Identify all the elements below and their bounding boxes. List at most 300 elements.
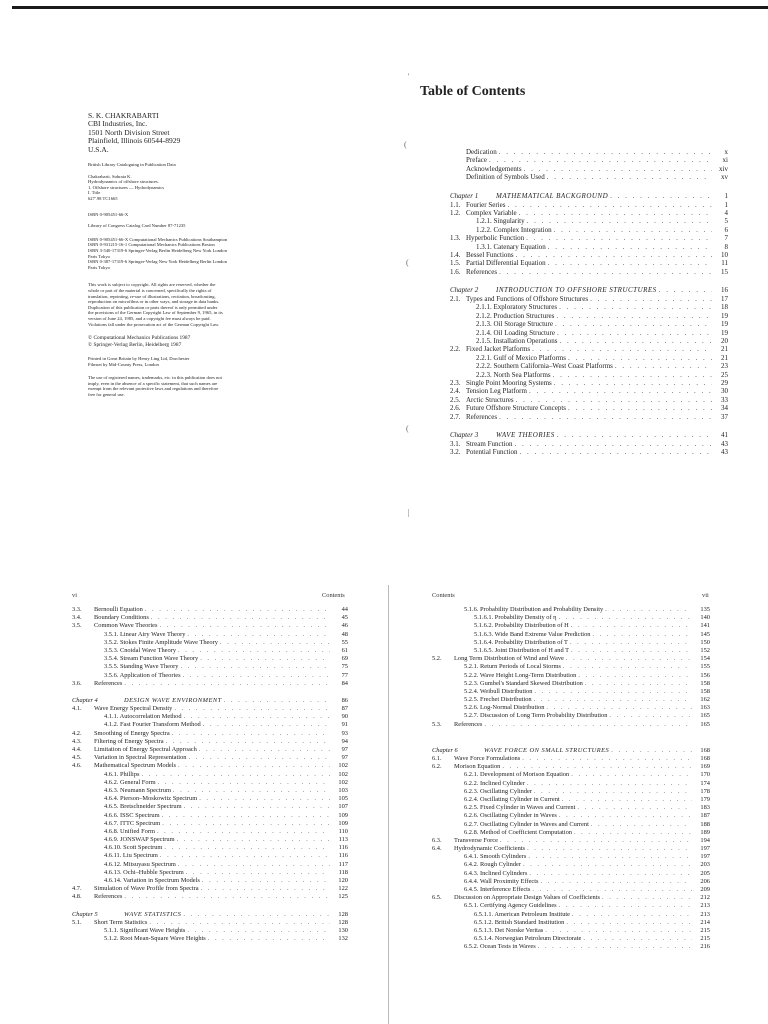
- toc-entry: [432, 712, 710, 720]
- toc-entry: [432, 943, 710, 951]
- leader-dots: [555, 320, 712, 328]
- toc-page-number: 194: [700, 836, 710, 844]
- toc-page-vi: [72, 606, 348, 943]
- leader-dots: [528, 853, 692, 861]
- leader-dots: [157, 828, 330, 836]
- toc-entry: [432, 771, 710, 779]
- trademarks-line: free for general use.: [88, 391, 125, 397]
- cip-line: 1. Offshore structures — Hydrodynamics: [88, 184, 165, 190]
- leader-dots: [178, 647, 330, 655]
- toc-entry: [432, 886, 710, 894]
- toc-label: 4.6.4. Pierson–Moskowitz Spectrum: [104, 795, 198, 803]
- toc-entry: [72, 647, 348, 655]
- toc-page-number: 109: [338, 819, 348, 827]
- toc-page-number: 188: [700, 820, 710, 828]
- toc-label: 2.1.1. Exploratory Structures: [476, 303, 558, 312]
- toc-entry: [72, 852, 348, 860]
- toc-entry: [432, 821, 710, 829]
- leader-dots: [568, 354, 712, 362]
- toc-number: 2.5.: [450, 395, 461, 404]
- toc-label: Dedication: [466, 148, 497, 156]
- leader-dots: [484, 721, 692, 729]
- toc-label: 4.1.1. Autocorrelation Method: [104, 713, 182, 721]
- toc-chapter-row: [72, 911, 348, 919]
- toc-label: 6.5.2. Ocean Tests in Waves: [464, 943, 536, 951]
- toc-label: 5.2.3. Gumbel's Standard Skewed Distribution: [464, 679, 583, 687]
- toc-number: 3.5.: [72, 622, 82, 630]
- toc-entry: [72, 795, 348, 803]
- leader-dots: [499, 268, 712, 276]
- toc-page-number: 212: [700, 894, 710, 902]
- toc-label: 3.5.1. Linear Airy Wave Theory: [104, 630, 186, 638]
- leader-dots: [602, 894, 692, 902]
- toc-entry: [450, 404, 728, 412]
- toc-entry: [432, 755, 710, 763]
- toc-label: 5.1.6.5. Joint Distribution of H and T: [474, 646, 570, 654]
- toc-entry: [72, 663, 348, 671]
- toc-label: 6.4.1. Smooth Cylinders: [464, 853, 527, 861]
- toc-entry: [72, 877, 348, 885]
- toc-label: 6.2.5. Fixed Cylinder in Waves and Current: [464, 804, 576, 812]
- toc-page-number: 165: [700, 720, 710, 728]
- toc-page-number: 55: [341, 638, 348, 646]
- toc-page-number: 1: [724, 191, 728, 200]
- toc-label: 6.4.2. Rough Cylinder: [464, 861, 521, 869]
- leader-dots: [187, 631, 330, 639]
- toc-label: 4.6.2. General Form: [104, 778, 156, 786]
- toc-page-number: 19: [721, 328, 728, 337]
- toc-entry: [432, 639, 710, 647]
- toc-entry: [432, 829, 710, 837]
- copyright-notice-line: whole or part of the material is concerned, specifically the rights of: [88, 287, 212, 293]
- toc-page-number: 84: [341, 679, 348, 687]
- address-line: 1501 North Division Street: [88, 127, 170, 137]
- leader-dots: [524, 165, 712, 173]
- leader-dots: [507, 201, 712, 209]
- toc-spacer: [72, 688, 348, 697]
- toc-label: 6.5.1.1. American Petroleum Institute: [474, 910, 571, 918]
- leader-dots: [605, 606, 692, 614]
- toc-page-number: 75: [341, 663, 348, 671]
- toc-page-number: 113: [338, 836, 348, 844]
- toc-number: 6.3.: [432, 836, 442, 844]
- leader-dots: [529, 387, 712, 395]
- toc-page-number: 128: [338, 918, 348, 926]
- toc-entry: [450, 226, 728, 234]
- toc-label: Definition of Symbols Used: [466, 173, 545, 182]
- toc-label: 4.6.10. Scott Spectrum: [104, 844, 163, 852]
- toc-page-number: 120: [338, 877, 348, 884]
- toc-entry: [450, 354, 728, 362]
- toc-label: References: [94, 679, 123, 687]
- toc-entry: [72, 927, 348, 935]
- toc-number: 1.4.: [450, 250, 461, 259]
- leader-dots: [184, 803, 330, 811]
- leader-dots: [149, 919, 330, 927]
- toc-page-number: 116: [338, 852, 348, 860]
- leader-dots: [559, 614, 692, 622]
- copyright-notice-line: version of June 24, 1985, and a copyright fee must always be paid.: [88, 315, 211, 321]
- toc-entry: [450, 362, 728, 370]
- leader-dots: [522, 755, 692, 763]
- toc-entry: [450, 345, 728, 353]
- toc-label: 5.1.6. Probability Distribution and Probability Density: [464, 606, 604, 613]
- toc-entry: [72, 705, 348, 713]
- toc-label: 6.4.3. Inclined Cylinders: [464, 869, 528, 877]
- toc-label: Transverse Force: [454, 836, 498, 844]
- leader-dots: [566, 919, 692, 927]
- isbn-list: [88, 237, 338, 271]
- leader-dots: [502, 763, 692, 771]
- toc-entry: [432, 680, 710, 688]
- toc-entry: [450, 243, 728, 251]
- leader-dots: [186, 869, 330, 877]
- toc-page-number: 135: [700, 606, 710, 613]
- toc-number: 3.2.: [450, 448, 461, 457]
- toc-number: 4.3.: [72, 737, 82, 745]
- toc-page-number: 23: [721, 362, 728, 371]
- toc-label: 6.4.5. Interference Effects: [464, 886, 531, 893]
- toc-label: Bessel Functions: [466, 250, 514, 259]
- toc-page-number: 128: [338, 910, 348, 918]
- toc-label: 4.6.3. Neumann Spectrum: [104, 786, 171, 794]
- toc-entry: [450, 329, 728, 337]
- toc-label: References: [466, 267, 498, 276]
- toc-label: 5.2.1. Return Periods of Local Storms: [464, 663, 561, 671]
- toc-label: Complex Variable: [466, 208, 517, 217]
- toc-page-number: 215: [700, 926, 710, 934]
- leader-dots: [529, 870, 692, 878]
- toc-entry: [432, 894, 710, 902]
- leader-dots: [563, 663, 692, 671]
- toc-label: 6.2.2. Inclined Cylinder: [464, 779, 525, 787]
- toc-entry: [432, 622, 710, 630]
- toc-number: 3.6.: [72, 679, 82, 687]
- toc-entry: [450, 448, 728, 456]
- leader-dots: [554, 226, 712, 234]
- toc-page-number: 7: [724, 234, 728, 243]
- toc-page-number: 187: [700, 812, 710, 820]
- toc-label: 2.2.2. Southern California–West Coast Platforms: [476, 362, 613, 371]
- leader-dots: [548, 259, 712, 267]
- leader-dots: [527, 217, 712, 225]
- page-number-vii: vii: [702, 592, 709, 599]
- toc-label: 4.6.7. ITTC Spectrum: [104, 819, 161, 827]
- toc-entry: [72, 713, 348, 721]
- toc-label: 5.1.6.2. Probability Distribution of H: [474, 622, 569, 630]
- toc-entry: [450, 209, 728, 217]
- toc-entry: [432, 853, 710, 861]
- toc-entry: [72, 754, 348, 762]
- toc-entry: [432, 861, 710, 869]
- toc-page-number: 29: [721, 378, 728, 387]
- copyright-notice-line: Violations fall under the prosecution act of the German Copyright Law.: [88, 321, 220, 327]
- toc-entry: [450, 295, 728, 303]
- toc-title: Table of Contents: [420, 84, 526, 99]
- trademarks-line: imply, even in the absence of a specific statement, that such names are: [88, 380, 218, 386]
- toc-label: 5.2.2. Wave Height Long-Term Distribution: [464, 671, 577, 679]
- leader-dots: [591, 821, 692, 829]
- toc-label: Smoothing of Energy Spectra: [94, 729, 170, 737]
- leader-dots: [659, 285, 712, 295]
- leader-dots: [160, 852, 330, 860]
- toc-page-number: 19: [721, 320, 728, 329]
- leader-dots: [187, 927, 330, 935]
- toc-page-number: 46: [341, 622, 348, 630]
- leader-dots: [574, 829, 692, 837]
- leader-dots: [534, 696, 692, 704]
- leader-dots: [514, 440, 712, 448]
- toc-page-number: xi: [722, 156, 728, 165]
- leader-dots: [590, 295, 712, 303]
- toc-number: 1.1.: [450, 200, 461, 209]
- copyright-notice-line: translation, reprinting, re-use of illustrations, recitation, broadcasting,: [88, 293, 216, 299]
- leader-dots: [183, 672, 330, 680]
- toc-number: 6.1.: [432, 755, 442, 762]
- copyright-notice-line: This work is subject to copyright. All rights are reserved, whether the: [88, 282, 216, 288]
- leader-dots: [556, 312, 712, 320]
- toc-number: 6.4.: [432, 845, 442, 853]
- toc-page-number: 178: [700, 787, 710, 795]
- toc-label: 3.5.4. Stream Function Wave Theory: [104, 655, 199, 663]
- toc-number: 1.5.: [450, 259, 461, 268]
- scan-mark: ': [408, 72, 410, 81]
- toc-page-number: 154: [700, 655, 710, 663]
- toc-page-number: 91: [341, 721, 348, 729]
- toc-label: 5.1.6.1. Probability Density of η: [474, 614, 557, 622]
- leader-dots: [499, 413, 712, 421]
- toc-label: Simulation of Wave Profile from Spectra: [94, 885, 199, 893]
- toc-entry: [72, 820, 348, 828]
- toc-page-number: 141: [700, 622, 710, 630]
- toc-page-number: 205: [700, 869, 710, 877]
- toc-number: 4.6.: [72, 762, 82, 770]
- toc-label: MATHEMATICAL BACKGROUND: [496, 191, 609, 200]
- toc-page-number: 162: [700, 696, 710, 704]
- toc-page-number: 183: [700, 804, 710, 812]
- leader-dots: [184, 713, 330, 721]
- leader-dots: [557, 430, 712, 440]
- toc-entry: [432, 804, 710, 812]
- printed-line: Filmset by Mid-County Press, London: [88, 361, 159, 367]
- toc-label: 2.1.2. Production Structures: [476, 311, 555, 320]
- leader-dots: [546, 704, 692, 712]
- toc-entry: [450, 312, 728, 320]
- toc-label: Short Term Statistics: [94, 918, 148, 926]
- toc-entry: [450, 234, 728, 242]
- toc-page-number: 179: [700, 795, 710, 803]
- leader-dots: [151, 614, 330, 622]
- toc-label: 2.2.1. Gulf of Mexico Platforms: [476, 353, 567, 362]
- toc-label: Bernoulli Equation: [94, 606, 143, 613]
- leader-dots: [124, 893, 330, 901]
- leader-dots: [200, 655, 330, 663]
- leader-dots: [489, 156, 712, 164]
- toc-page-number: 216: [700, 943, 710, 951]
- toc-entry: [72, 893, 348, 901]
- toc-entry: [432, 935, 710, 943]
- toc-page-number: 44: [341, 606, 348, 613]
- toc-page-number: 11: [721, 259, 728, 268]
- toc-page-number: 132: [338, 935, 348, 943]
- toc-label: 4.6.5. Bretschneider Spectrum: [104, 803, 182, 811]
- toc-entry: [72, 779, 348, 787]
- toc-page-number: 213: [700, 902, 710, 910]
- toc-number: 4.5.: [72, 754, 82, 762]
- leader-dots: [224, 697, 330, 705]
- toc-page-number: 30: [721, 387, 728, 396]
- leader-dots: [519, 209, 712, 217]
- toc-entry: [450, 156, 728, 164]
- leader-dots: [203, 721, 330, 729]
- toc-entry: [432, 631, 710, 639]
- toc-entry: [450, 371, 728, 379]
- leader-dots: [562, 796, 692, 804]
- running-head-vii: Contents: [432, 592, 455, 599]
- toc-page-number: 109: [338, 811, 348, 819]
- toc-label: Types and Functions of Offshore Structures: [466, 295, 589, 304]
- toc-page-number: 4: [724, 208, 728, 217]
- toc-label: 2.1.5. Installation Operations: [476, 337, 558, 346]
- toc-number: Chapter 3: [450, 430, 479, 439]
- toc-page-number: xiv: [719, 164, 728, 173]
- toc-page-number: 103: [338, 786, 348, 794]
- toc-entry: [432, 721, 710, 729]
- toc-page-number: 1: [724, 200, 728, 209]
- toc-entry: [432, 606, 710, 614]
- cataloguing-line: British Library Cataloguing in Publication Data: [88, 162, 176, 168]
- toc-label: Tension Leg Platform: [466, 387, 527, 396]
- toc-label: Common Wave Theories: [94, 622, 158, 630]
- toc-entry: [432, 655, 710, 663]
- leader-dots: [568, 404, 712, 412]
- leader-dots: [545, 927, 692, 935]
- toc-page-1: [450, 148, 728, 457]
- toc-entry: [432, 704, 710, 712]
- leader-dots: [160, 622, 331, 630]
- leader-dots: [532, 886, 692, 894]
- toc-page-number: 43: [721, 439, 728, 448]
- toc-page-number: 16: [721, 286, 728, 295]
- toc-label: 6.5.1.3. Det Norske Veritas: [474, 926, 544, 934]
- toc-entry: [450, 320, 728, 328]
- leader-dots: [571, 622, 692, 630]
- toc-entry: [72, 606, 348, 614]
- toc-page-number: 69: [341, 655, 348, 663]
- leader-dots: [173, 787, 330, 795]
- toc-label: 4.1.2. Fast Fourier Transform Method: [104, 721, 201, 729]
- toc-page-number: 77: [341, 671, 348, 679]
- toc-label: DESIGN WAVE ENVIRONMENT: [124, 696, 222, 704]
- toc-number: 1.3.: [450, 234, 461, 243]
- toc-label: 4.6.12. Mitsuyasu Spectrum: [104, 860, 176, 868]
- printed-line: Printed in Great Britain by Henry Ling Ltd, Dorchester: [88, 355, 190, 361]
- toc-label: 1.3.1. Catenary Equation: [476, 242, 546, 251]
- leader-dots: [202, 877, 330, 885]
- leader-dots: [188, 754, 330, 762]
- toc-entry: [72, 672, 348, 680]
- toc-label: Fixed Jacket Platforms: [466, 345, 531, 354]
- trademarks-line: exempt from the relevant protective laws and regulations and therefore: [88, 386, 219, 392]
- toc-entry: [450, 413, 728, 421]
- toc-entry: [72, 680, 348, 688]
- toc-page-number: 45: [341, 614, 348, 622]
- leader-dots: [534, 688, 692, 696]
- leader-dots: [158, 779, 330, 787]
- toc-page-vii: [432, 606, 710, 952]
- leader-dots: [583, 935, 692, 943]
- cip-line: 627'.98 TC1665: [88, 196, 118, 201]
- toc-number: 5.3.: [432, 720, 442, 728]
- toc-page-number: 168: [700, 746, 710, 754]
- address-line: S. K. CHAKRABARTI: [88, 111, 159, 120]
- leader-dots: [516, 396, 712, 404]
- toc-page-number: 102: [338, 770, 348, 778]
- toc-page-number: 158: [700, 679, 710, 687]
- toc-page-number: 18: [721, 303, 728, 312]
- toc-page-number: 107: [338, 803, 348, 811]
- leader-dots: [145, 606, 330, 614]
- cataloguing-heading: [88, 162, 338, 168]
- toc-page-number: 117: [338, 860, 348, 868]
- toc-entry: [72, 803, 348, 811]
- toc-page-number: 203: [700, 861, 710, 869]
- leader-dots: [559, 812, 692, 820]
- toc-label: 5.1.2. Root Mean-Square Wave Heights: [104, 935, 206, 943]
- toc-entry: [432, 780, 710, 788]
- toc-page-number: 43: [721, 448, 728, 457]
- isbn-main: ISBN 0-905451-66-X: [88, 211, 129, 217]
- toc-entry: [450, 173, 728, 181]
- toc-entry: [432, 812, 710, 820]
- toc-page-number: 17: [721, 295, 728, 304]
- toc-entry: [432, 788, 710, 796]
- toc-label: 6.2.6. Oscillating Cylinder in Waves: [464, 812, 557, 820]
- cip-line: Hydrodynamics of offshore structures.: [88, 179, 159, 185]
- copyright-lines: [88, 335, 338, 348]
- toc-page-number: 33: [721, 395, 728, 404]
- toc-entry: [432, 647, 710, 655]
- toc-spacer: [72, 902, 348, 911]
- toc-page-number: 93: [341, 729, 348, 737]
- toc-page-number: 25: [721, 370, 728, 379]
- toc-label: Variation in Spectral Representation: [94, 754, 187, 762]
- address-line: U.S.A.: [88, 144, 109, 154]
- leader-dots: [577, 804, 692, 812]
- scan-mark: |: [408, 508, 410, 517]
- toc-number: 1.2.: [450, 208, 461, 217]
- toc-entry: [432, 614, 710, 622]
- toc-label: WAVE THEORIES: [496, 430, 555, 439]
- toc-label: 1.2.2. Complex Integration: [476, 225, 552, 234]
- toc-page-number: 21: [721, 345, 728, 354]
- toc-entry: [72, 828, 348, 836]
- toc-page-number: 110: [338, 827, 348, 835]
- toc-page-number: 209: [700, 886, 710, 893]
- toc-number: 2.2.: [450, 345, 461, 354]
- scan-mark: (: [406, 424, 409, 433]
- isbns-line: Paris Tokyo: [88, 253, 110, 259]
- toc-entry: [432, 878, 710, 886]
- toc-entry: [450, 217, 728, 225]
- isbns-line: Paris Tokyo: [88, 264, 110, 270]
- leader-dots: [162, 820, 330, 828]
- toc-label: 5.2.6. Log-Normal Distribution: [464, 704, 545, 712]
- toc-entry: [72, 885, 348, 893]
- toc-entry: [432, 845, 710, 853]
- toc-entry: [450, 259, 728, 267]
- leader-dots: [559, 303, 712, 311]
